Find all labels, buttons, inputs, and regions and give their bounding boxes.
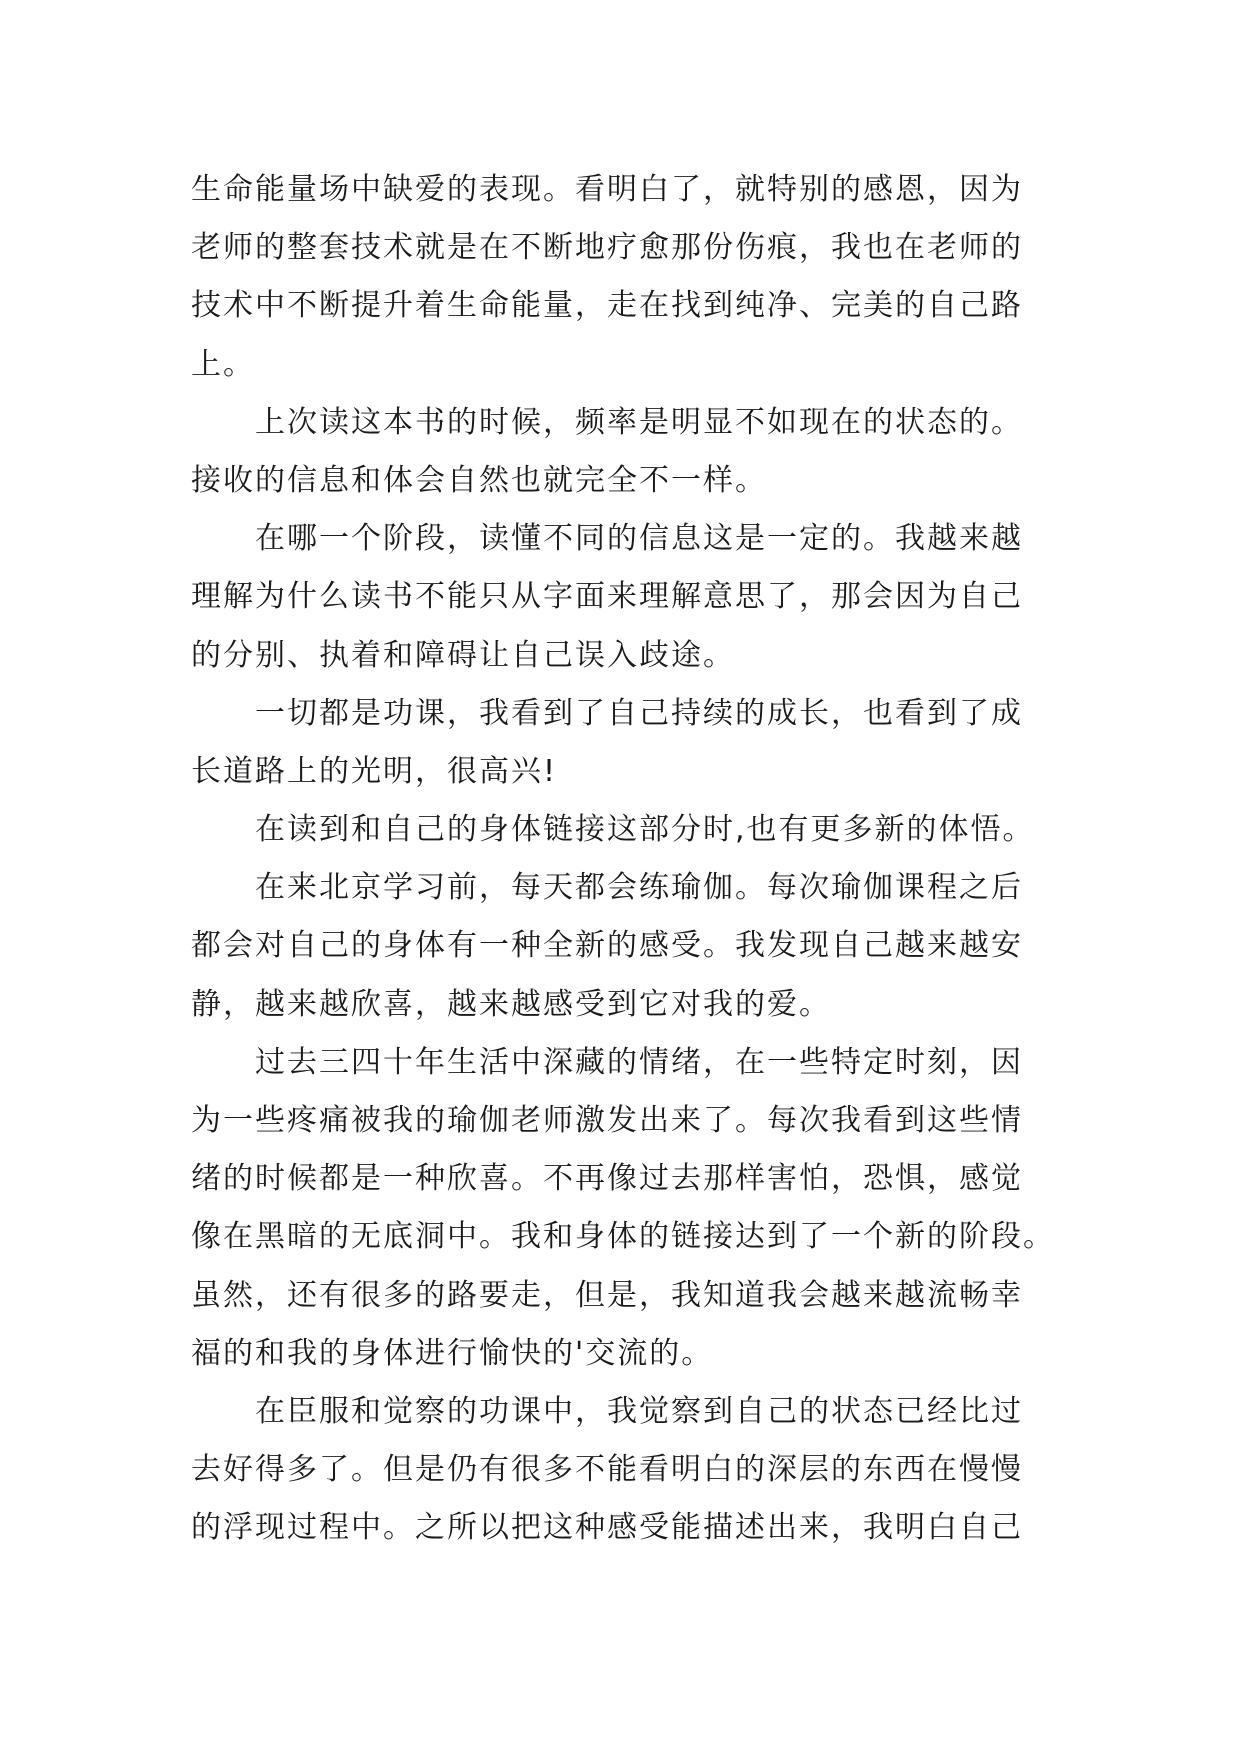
paragraph-first-line: 上次读这本书的时候，频率是明显不如现在的状态的。 (255, 404, 1023, 440)
text-line: 都会对自己的身体有一种全新的感受。我发现自己越来越安 (191, 928, 1023, 964)
text-line: 老师的整套技术就是在不断地疗愈那份伤痕，我也在老师的 (191, 230, 1023, 266)
text-line: 的分别、执着和障碍让自己误入歧途。 (191, 637, 735, 673)
text-line: 像在黑暗的无底洞中。我和身体的链接达到了一个新的阶段。 (191, 1219, 1055, 1255)
text-line: 的浮现过程中。之所以把这种感受能描述出来，我明白自己 (191, 1510, 1023, 1546)
paragraph-first-line: 在哪一个阶段，读懂不同的信息这是一定的。我越来越 (255, 521, 1023, 557)
text-line: 静，越来越欣喜，越来越感受到它对我的爱。 (191, 986, 831, 1022)
text-line: 理解为什么读书不能只从字面来理解意思了，那会因为自己 (191, 579, 1023, 615)
text-line: 接收的信息和体会自然也就完全不一样。 (191, 462, 767, 498)
paragraph-first-line: 一切都是功课，我看到了自己持续的成长，也看到了成 (255, 695, 1023, 731)
text-line: 技术中不断提升着生命能量，走在找到纯净、完美的自己路 (191, 288, 1023, 324)
text-line: 长道路上的光明，很高兴! (191, 753, 558, 789)
text-line: 上。 (191, 346, 255, 382)
text-line: 绪的时候都是一种欣喜。不再像过去那样害怕，恐惧，感觉 (191, 1161, 1023, 1197)
paragraph-first-line: 在来北京学习前，每天都会练瑜伽。每次瑜伽课程之后 (255, 870, 1023, 906)
text-line: 为一些疼痛被我的瑜伽老师激发出来了。每次我看到这些情 (191, 1103, 1023, 1138)
text-line: 福的和我的身体进行愉快的'交流的。 (191, 1335, 714, 1371)
text-line: 去好得多了。但是仍有很多不能看明白的深层的东西在慢慢 (191, 1452, 1023, 1488)
text-line: 虽然，还有很多的路要走，但是，我知道我会越来越流畅幸 (191, 1277, 1023, 1313)
paragraph-first-line: 过去三四十年生活中深藏的情绪，在一些特定时刻，因 (255, 1044, 1023, 1080)
document-body (191, 161, 1071, 1558)
paragraph-first-line: 在臣服和觉察的功课中，我觉察到自己的状态已经比过 (255, 1393, 1023, 1429)
paragraph-first-line: 在读到和自己的身体链接这部分时,也有更多新的体悟。 (255, 812, 1035, 848)
text-line: 生命能量场中缺爱的表现。看明白了，就特别的感恩，因为 (191, 172, 1023, 207)
